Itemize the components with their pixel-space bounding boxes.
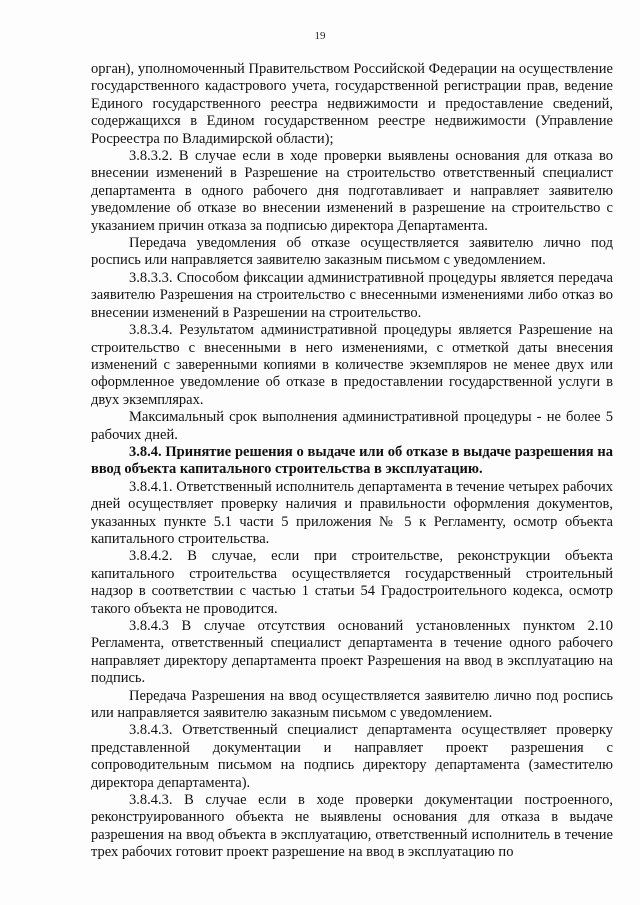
document-body (91, 61, 613, 862)
section-heading: 3.8.4. Принятие решения о выдаче или об отказе в выдаче разрешения на ввод объекта капитального строительства в эксплуатацию. (91, 443, 613, 478)
paragraph: Передача Разрешения на ввод осуществляется заявителю лично под роспись или направляется заявителю заказным письмом с уведомлением. (91, 687, 613, 722)
paragraph: Передача уведомления об отказе осуществляется заявителю лично под роспись или направляется заявителю заказным письмом с уведомлением. (91, 235, 613, 269)
page-number: 19 (314, 30, 326, 42)
paragraph: орган), уполномоченный Правительством Российской Федерации на осуществление государственного кадастрового учета, государственной регистрации прав, ведение Единого государственного реестра недвижимости и предоставление сведений, содержащихся в Едином государственном реестре недвижимости (Управление Росреестра по Владимирской области); (91, 61, 613, 147)
paragraph: 3.8.4.1. Ответственный исполнитель департамента в течение четырех рабочих дней осуществляет проверку наличия и правильности оформления документов, указанных пункте 5.1 части 5 приложения № 5 к Регламенту, осмотр объекта капитального строительства. (91, 478, 613, 547)
paragraph: 3.8.4.3. Ответственный специалист департамента осуществляет проверку представленной документации и направляет проект разрешения с сопроводительным письмом на подпись директору департамента (заместителю директора департамента). (91, 722, 613, 791)
paragraph: 3.8.3.2. В случае если в ходе проверки выявлены основания для отказа во внесении изменений в Разрешение на строительство ответственный специалист департамента в одного рабочего дня подготавливает и направляет заявителю уведомление об отказе во внесении изменений в разрешение на строительство с указанием причин отказа за подписью директора Департамента. (91, 148, 613, 234)
paragraph: 3.8.4.2. В случае, если при строительстве, реконструкции объекта капитального строительства осуществляется государственный строительный надзор в соответствии с частью 1 статьи 54 Градостроительного кодекса, осмотр такого объекта не проводится. (91, 548, 613, 617)
paragraph: 3.8.4.3 В случае отсутствия оснований установленных пунктом 2.10 Регламента, ответственный специалист департамента в течение одного рабочего направляет директору департамента проект Разрешения на ввод в эксплуатацию на подпись. (91, 618, 613, 687)
paragraph: 3.8.3.4. Результатом административной процедуры является Разрешение на строительство с внесенными в него изменениями, с отметкой даты внесения изменений с заверенными копиями в количестве экземпляров не менее двух или оформленное уведомление об отказе в предоставлении государственной услуги в двух экземплярах. (91, 322, 613, 408)
paragraph: 3.8.4.3. В случае если в ходе проверки документации построенного, реконструированного объекта не выявлены основания для отказа в выдаче разрешения на ввод объекта в эксплуатацию, ответственный исполнитель в течение трех рабочих готовит проект разрешение на ввод в эксплуатацию по (91, 792, 613, 861)
paragraph: 3.8.3.3. Способом фиксации административной процедуры является передача заявителю Разрешения на строительство с внесенными изменениями либо отказ во внесении изменений в Разрешении на строительство. (91, 269, 613, 321)
paragraph: Максимальный срок выполнения административной процедуры - не более 5 рабочих дней. (91, 409, 613, 443)
